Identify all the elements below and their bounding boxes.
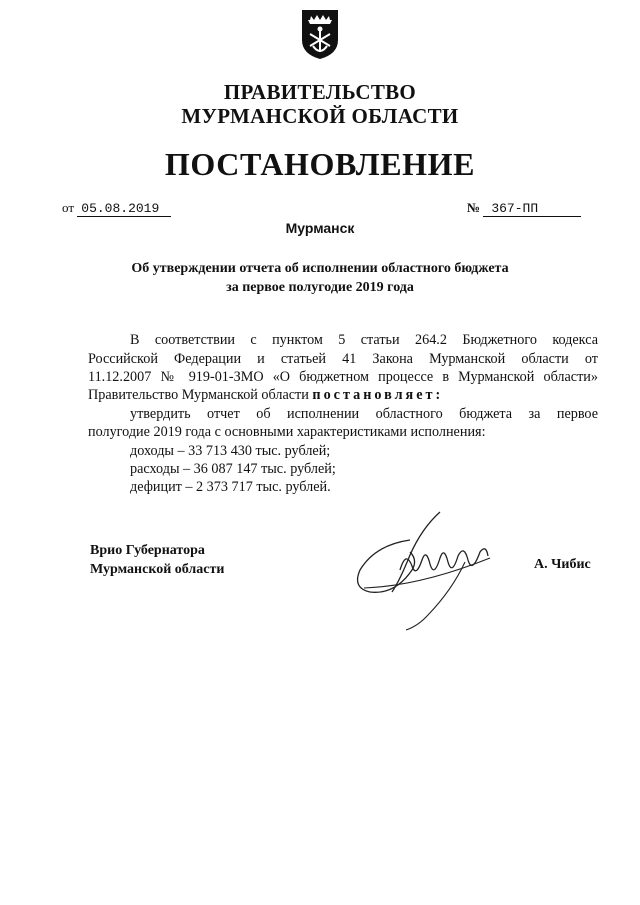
date-row: [62, 200, 171, 217]
body-paragraph1-line1: В соответствии с пунктом 5 статьи 264.2 Бюджетного кодекса: [130, 332, 598, 348]
resolves-verb: постановляет:: [312, 387, 444, 403]
number-prefix: №: [467, 200, 481, 215]
income-line: доходы – 33 713 430 тыс. рублей;: [130, 443, 331, 459]
signatory-title-line2: Мурманской области: [90, 562, 225, 577]
body-paragraph2-line1: утвердить отчет об исполнении областного бюджета за первое: [130, 406, 598, 422]
body-paragraph1-line3: 11.12.2007 № 919-01-ЗМО «О бюджетном процессе в Мурманской области»: [88, 369, 598, 385]
body-paragraph1-line4: [88, 386, 443, 405]
organization-name-line2: МУРМАНСКОЙ ОБЛАСТИ: [181, 104, 459, 128]
body-paragraph1-line2: Российской Федерации и статьей 41 Закона Мурманской области от: [88, 351, 598, 367]
handwritten-signature: [340, 500, 500, 635]
number-value: 367-ПП: [483, 201, 581, 217]
expenses-line: расходы – 36 087 147 тыс. рублей;: [130, 461, 336, 477]
subject-line2: за первое полугодие 2019 года: [226, 280, 414, 295]
coat-of-arms-emblem: [300, 6, 340, 60]
date-prefix: от: [62, 200, 75, 215]
body-paragraph1-line4-start: Правительство Мурманской области: [88, 387, 309, 403]
signatory-title-line1: Врио Губернатора: [90, 543, 205, 558]
organization-name-line1: ПРАВИТЕЛЬСТВО: [223, 80, 417, 104]
number-row: [467, 200, 581, 217]
date-value: 05.08.2019: [77, 201, 171, 217]
document-type-title: ПОСТАНОВЛЕНИЕ: [164, 146, 476, 182]
signatory-name: А. Чибис: [534, 557, 591, 572]
body-paragraph2-line2: полугодие 2019 года с основными характеристиками исполнения:: [88, 424, 486, 440]
subject-line1: Об утверждении отчета об исполнении областного бюджета: [131, 261, 509, 276]
deficit-line: дефицит – 2 373 717 тыс. рублей.: [130, 479, 331, 495]
city-name: Мурманск: [285, 220, 355, 236]
